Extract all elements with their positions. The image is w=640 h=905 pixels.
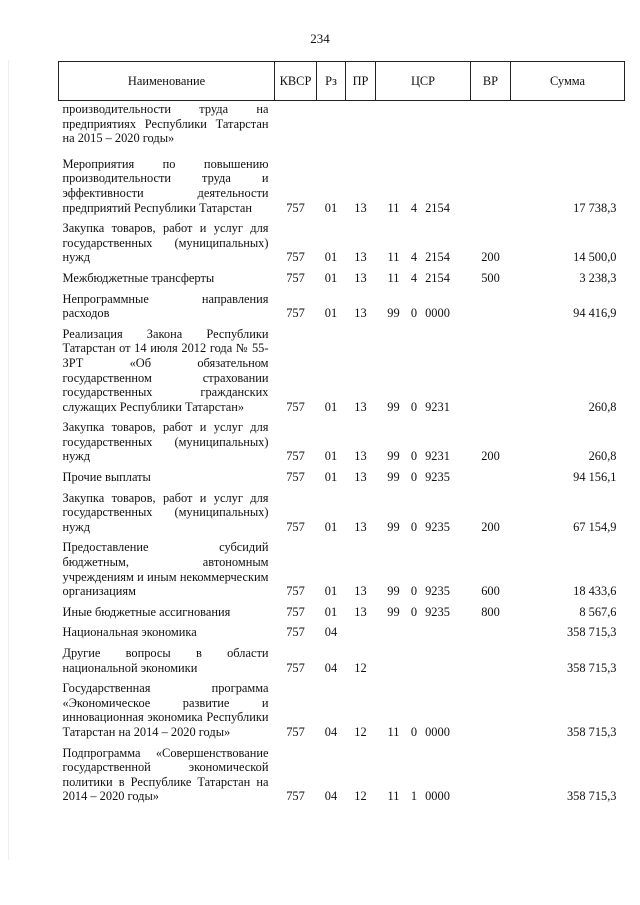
- table-row: [59, 467, 625, 488]
- scan-edge: [8, 60, 9, 860]
- table-row: [59, 324, 625, 418]
- row-csr-part-1: 99: [387, 399, 400, 414]
- row-pr: 13: [354, 270, 367, 285]
- row-name: Реализация Закона Республики Татарстан от 14 июля 2012 года № 55-ЗРТ «Об обязательном государственном страховании государственных гражданских служащих Республики Татарстан»: [62, 326, 269, 414]
- table-row: [59, 417, 625, 467]
- row-pr: 13: [354, 306, 367, 321]
- row-rz: 01: [324, 270, 338, 285]
- header-pr: ПР: [346, 62, 376, 101]
- row-csr-part-3: 0000: [425, 724, 450, 739]
- row-vr: [471, 622, 511, 643]
- row-kvsr: 757: [286, 399, 305, 414]
- row-csr-part-1: 11: [387, 200, 400, 215]
- row-csr-part-3: 2154: [425, 200, 450, 215]
- row-vr: [471, 678, 511, 742]
- row-kvsr: 757: [286, 789, 305, 804]
- row-csr-part-1: 11: [387, 250, 400, 265]
- row-csr: [376, 417, 471, 467]
- row-kvsr: 757: [286, 584, 305, 599]
- header-vr: ВР: [471, 62, 511, 101]
- row-csr-part-1: 99: [387, 306, 400, 321]
- row-csr-part-3: 9235: [425, 584, 450, 599]
- row-csr-part-1: 11: [387, 724, 400, 739]
- row-csr-part-1: 99: [387, 584, 400, 599]
- row-pr: 13: [354, 250, 367, 265]
- row-vr: 600: [481, 584, 500, 599]
- row-csr-part-2: 0: [410, 449, 418, 464]
- row-csr-part-2: 0: [410, 306, 418, 321]
- row-name: Национальная экономика: [62, 625, 197, 640]
- row-csr-part-3: 9235: [425, 604, 450, 619]
- table-row: [59, 743, 625, 807]
- table-row: [59, 643, 625, 678]
- row-sum: 3 238,3: [579, 270, 617, 285]
- row-csr-part-2: 0: [410, 724, 418, 739]
- row-rz: 04: [324, 724, 338, 739]
- row-rz: 01: [324, 584, 338, 599]
- row-kvsr: 757: [286, 270, 305, 285]
- row-name: Мероприятия по повышению производительности труда и эффективности деятельности предприятий Республики Татарстан: [62, 156, 269, 215]
- row-name: Государственная программа «Экономическое развитие и инновационная экономика Республики Татарстан на 2014 – 2020 годы»: [62, 681, 269, 739]
- row-sum: 8 567,6: [579, 604, 617, 619]
- header-kvsr: КВСР: [275, 62, 317, 101]
- row-pr: 13: [354, 584, 367, 599]
- row-pr: 13: [354, 449, 367, 464]
- table-row: [59, 289, 625, 324]
- row-sum: 94 416,9: [573, 306, 617, 321]
- row-csr-part-1: 11: [387, 270, 400, 285]
- row-vr: [471, 101, 511, 154]
- row-pr: 13: [354, 519, 367, 534]
- row-rz: 04: [324, 625, 338, 640]
- row-kvsr: 757: [286, 250, 305, 265]
- row-kvsr: 757: [286, 724, 305, 739]
- row-sum: 94 156,1: [573, 470, 617, 485]
- row-vr: 200: [481, 250, 500, 265]
- row-name: Закупка товаров, работ и услуг для государственных (муниципальных) нужд: [62, 420, 269, 464]
- row-name: Прочие выплаты: [62, 470, 151, 485]
- row-vr: 200: [481, 519, 500, 534]
- row-sum: 260,8: [588, 449, 617, 464]
- row-rz: 04: [324, 789, 338, 804]
- row-csr: [376, 743, 471, 807]
- header-sum: Сумма: [511, 62, 625, 101]
- row-pr: 12: [354, 789, 367, 804]
- row-rz: 04: [324, 660, 338, 675]
- row-sum: 260,8: [588, 399, 617, 414]
- row-csr-part-3: 9231: [425, 449, 450, 464]
- row-name: Подпрограмма «Совершенствование государственной экономической политики в Республике Татарстан на 2014 – 2020 годы»: [62, 745, 269, 804]
- row-csr: [376, 537, 471, 601]
- row-sum: 18 433,6: [573, 584, 617, 599]
- row-sum: [511, 101, 625, 154]
- row-name: Закупка товаров, работ и услуг для государственных (муниципальных) нужд: [62, 221, 269, 265]
- table-row: [59, 101, 625, 154]
- row-csr: [376, 268, 471, 289]
- table-row: [59, 602, 625, 623]
- row-name: Непрограммные направления расходов: [62, 291, 269, 321]
- row-name: Межбюджетные трансферты: [62, 270, 215, 285]
- row-csr-part-3: 9235: [425, 519, 450, 534]
- row-pr: 13: [354, 200, 367, 215]
- row-name: Предоставление субсидий бюджетным, автономным учреждениям и иным некоммерческим организациям: [62, 540, 269, 599]
- row-csr-part-2: 0: [410, 604, 418, 619]
- row-sum: 17 738,3: [573, 200, 617, 215]
- row-rz: 01: [324, 250, 338, 265]
- row-pr: 13: [354, 470, 367, 485]
- row-csr-part-3: 9231: [425, 399, 450, 414]
- row-csr-part-2: 0: [410, 584, 418, 599]
- row-csr-part-2: 1: [410, 789, 418, 804]
- row-vr: [471, 743, 511, 807]
- row-csr: [376, 154, 471, 218]
- row-csr: [376, 678, 471, 742]
- row-vr: [471, 324, 511, 418]
- row-csr-part-3: 9235: [425, 470, 450, 485]
- row-csr-part-3: 2154: [425, 250, 450, 265]
- table-row: [59, 622, 625, 643]
- page-number: 234: [310, 31, 330, 46]
- row-csr-part-1: 11: [387, 789, 400, 804]
- row-kvsr: 757: [286, 519, 305, 534]
- row-name: производительности труда на предприятиях Республики Татарстан на 2015 – 2020 годы»: [62, 102, 269, 146]
- row-sum: 14 500,0: [573, 250, 617, 265]
- row-csr: [376, 101, 471, 154]
- table-row: [59, 488, 625, 538]
- row-rz: [317, 101, 346, 154]
- row-csr: [376, 467, 471, 488]
- row-kvsr: 757: [286, 449, 305, 464]
- row-name: Закупка товаров, работ и услуг для государственных (муниципальных) нужд: [62, 490, 269, 534]
- table-row: [59, 678, 625, 742]
- budget-table: [58, 61, 625, 807]
- row-vr: [471, 289, 511, 324]
- row-pr: [346, 622, 376, 643]
- row-name: Иные бюджетные ассигнования: [62, 604, 231, 619]
- row-csr-part-2: 4: [410, 200, 418, 215]
- row-csr-part-3: 0000: [425, 789, 450, 804]
- row-csr: [376, 622, 471, 643]
- row-name: Другие вопросы в области национальной экономики: [62, 646, 269, 675]
- row-csr-part-2: 0: [410, 519, 418, 534]
- row-csr-part-3: 0000: [425, 306, 450, 321]
- table-row: [59, 268, 625, 289]
- row-pr: 12: [354, 660, 367, 675]
- row-csr: [376, 643, 471, 678]
- row-vr: 500: [481, 270, 500, 285]
- row-csr-part-1: 99: [387, 449, 400, 464]
- row-kvsr: 757: [286, 470, 305, 485]
- row-kvsr: 757: [286, 660, 305, 675]
- header-row: [59, 62, 625, 101]
- row-rz: 01: [324, 200, 338, 215]
- row-kvsr: 757: [286, 625, 305, 640]
- row-vr: [471, 643, 511, 678]
- table-row: [59, 154, 625, 218]
- row-vr: [471, 467, 511, 488]
- row-csr-part-2: 0: [410, 470, 418, 485]
- row-csr-part-1: 99: [387, 604, 400, 619]
- table-row: [59, 218, 625, 268]
- row-rz: 01: [324, 604, 338, 619]
- header-name: Наименование: [59, 62, 275, 101]
- row-csr: [376, 602, 471, 623]
- row-sum: 358 715,3: [566, 724, 617, 739]
- row-rz: 01: [324, 470, 338, 485]
- row-pr: 13: [354, 399, 367, 414]
- row-csr-part-1: 99: [387, 470, 400, 485]
- row-vr: 800: [481, 604, 500, 619]
- table-row: [59, 537, 625, 601]
- row-csr-part-2: 4: [410, 250, 418, 265]
- row-kvsr: [275, 101, 317, 154]
- row-csr-part-3: 2154: [425, 270, 450, 285]
- row-rz: 01: [324, 306, 338, 321]
- row-pr: [346, 101, 376, 154]
- row-csr-part-1: 99: [387, 519, 400, 534]
- row-rz: 01: [324, 399, 338, 414]
- row-kvsr: 757: [286, 306, 305, 321]
- row-csr: [376, 488, 471, 538]
- row-vr: [471, 154, 511, 218]
- header-csr: ЦСР: [376, 62, 471, 101]
- row-csr: [376, 324, 471, 418]
- row-sum: 67 154,9: [573, 519, 617, 534]
- row-pr: 13: [354, 604, 367, 619]
- row-csr: [376, 218, 471, 268]
- row-kvsr: 757: [286, 604, 305, 619]
- header-rz: Рз: [317, 62, 346, 101]
- row-csr-part-2: 0: [410, 399, 418, 414]
- row-rz: 01: [324, 449, 338, 464]
- row-pr: 12: [354, 724, 367, 739]
- row-csr: [376, 289, 471, 324]
- row-sum: 358 715,3: [566, 660, 617, 675]
- row-rz: 01: [324, 519, 338, 534]
- row-sum: 358 715,3: [566, 625, 617, 640]
- row-kvsr: 757: [286, 200, 305, 215]
- row-vr: 200: [481, 449, 500, 464]
- row-csr-part-2: 4: [410, 270, 418, 285]
- row-sum: 358 715,3: [566, 789, 617, 804]
